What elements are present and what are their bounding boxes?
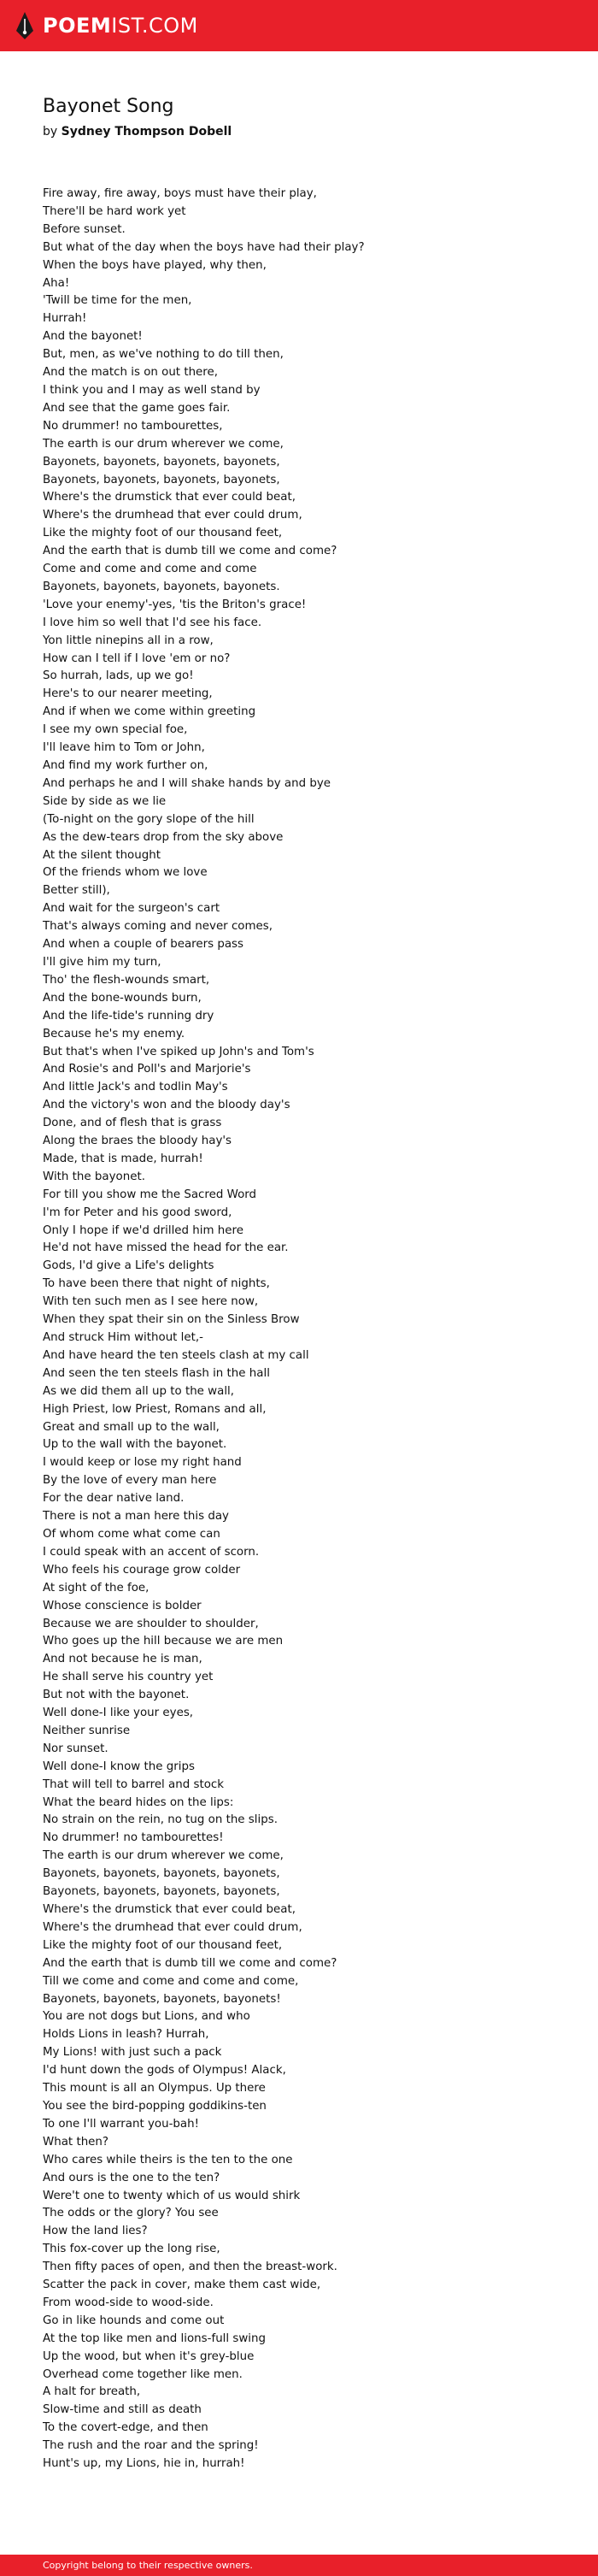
poem-line: From wood-side to wood-side. [43, 2296, 214, 2309]
poem-line: Fire away, fire away, boys must have their play, [43, 187, 317, 200]
poem-line: Made, that is made, hurrah! [43, 1152, 203, 1165]
brand-bold: POEM [43, 14, 112, 38]
poem-line: And perhaps he and I will shake hands by and bye [43, 776, 331, 790]
poem-line: At the silent thought [43, 848, 161, 862]
poem-line: Go in like hounds and come out [43, 2314, 225, 2327]
poem-line: And when a couple of bearers pass [43, 938, 243, 952]
poem-line: So hurrah, lads, up we go! [43, 669, 194, 683]
poem-line: When they spat their sin on the Sinless Brow [43, 1313, 300, 1327]
poem-line: Up to the wall with the bayonet. [43, 1438, 227, 1452]
poem-line: 'Love your enemy'-yes, 'tis the Briton's grace! [43, 598, 307, 611]
poem-line: Of whom come what come can [43, 1527, 220, 1541]
poem-line: Were't one to twenty which of us would shirk [43, 2189, 301, 2202]
poem-line: For the dear native land. [43, 1492, 185, 1506]
poem-line: And the bone-wounds burn, [43, 991, 202, 1005]
poem-line: I'd hunt down the gods of Olympus! Alack, [43, 2064, 286, 2078]
fountain-pen-nib-icon[interactable] [14, 10, 36, 41]
poem-line: At sight of the foe, [43, 1581, 150, 1595]
poem-line: But what of the day when the boys have had their play? [43, 240, 365, 254]
poem-line: And wait for the surgeon's cart [43, 902, 220, 916]
poem-line: At the top like men and lions-full swing [43, 2331, 267, 2345]
poem-line: Hurrah! [43, 312, 87, 326]
poem-line: The rush and the roar and the spring! [43, 2439, 259, 2453]
poem-line: And ours is the one to the ten? [43, 2171, 220, 2184]
poem-line: Along the braes the bloody hay's [43, 1135, 232, 1148]
poem-line: Bayonets, bayonets, bayonets, bayonets, [43, 1867, 280, 1881]
poem-line: The earth is our drum wherever we come, [43, 1849, 284, 1863]
poem-line: Here's to our nearer meeting, [43, 687, 213, 701]
poem-line: To have been there that night of nights, [43, 1277, 270, 1291]
poem-line: And if when we come within greeting [43, 705, 256, 719]
poem-line: I could speak with an accent of scorn. [43, 1545, 260, 1559]
poem-line: And not because he is man, [43, 1653, 202, 1666]
poem-line: Who goes up the hill because we are men [43, 1635, 284, 1648]
poem-line: What the beard hides on the lips: [43, 1795, 234, 1809]
poem-line: Because he's my enemy. [43, 1027, 185, 1040]
poem-line: Yon little ninepins all in a row, [43, 634, 214, 647]
poem-line: Only I hope if we'd drilled him here [43, 1223, 243, 1237]
poem-line: And the earth that is dumb till we come and come? [43, 1956, 337, 1970]
poem-line: You see the bird-popping goddikins-ten [43, 2099, 267, 2113]
poem-line: Where's the drumstick that ever could beat, [43, 491, 296, 504]
poem-line: There'll be hard work yet [43, 204, 186, 218]
poem-line: Better still), [43, 884, 110, 898]
poem-line: Then fifty paces of open, and then the breast-work. [43, 2261, 337, 2274]
poem-line: Well done-I like your eyes, [43, 1707, 194, 1720]
poem-line: But, men, as we've nothing to do till then, [43, 348, 284, 362]
poem-line: Bayonets, bayonets, bayonets, bayonets, [43, 455, 280, 469]
poem-line: No strain on the rein, no tug on the slips. [43, 1813, 278, 1827]
poem-line: And the bayonet! [43, 330, 143, 344]
poem-line: The odds or the glory? You see [43, 2207, 219, 2220]
poem-line: Bayonets, bayonets, bayonets, bayonets! [43, 1992, 281, 2006]
poem-line: Come and come and come and come [43, 563, 257, 576]
poem-line: Hunt's up, my Lions, hie in, hurrah! [43, 2457, 245, 2471]
footer-bar [0, 2555, 598, 2576]
poem-line: I'll leave him to Tom or John, [43, 741, 205, 755]
brand-light: IST.COM [111, 14, 198, 38]
poem-line: That will tell to barrel and stock [43, 1777, 225, 1791]
poem-line: No drummer! no tambourettes, [43, 419, 223, 433]
poem-line: Aha! [43, 276, 70, 290]
poem-line: Whose conscience is bolder [43, 1599, 202, 1612]
poem-line: Bayonets, bayonets, bayonets, bayonets. [43, 580, 280, 593]
site-logo[interactable] [43, 12, 198, 39]
poem-line: The earth is our drum wherever we come, [43, 437, 284, 451]
poem-line: I love him so well that I'd see his face. [43, 616, 262, 629]
poem-line: (To-night on the gory slope of the hill [43, 812, 255, 826]
copyright-notice: Copyright belong to their respective owners. [43, 2560, 253, 2571]
poem-line: To the covert-edge, and then [43, 2421, 208, 2435]
poem-line: Slow-time and still as death [43, 2403, 202, 2417]
poem-line: With ten such men as I see here now, [43, 1295, 259, 1309]
poem-line: Where's the drumhead that ever could drum, [43, 509, 302, 522]
poem-line: Bayonets, bayonets, bayonets, bayonets, [43, 473, 280, 486]
poem-title: Bayonet Song [43, 96, 174, 117]
poem-line: High Priest, low Priest, Romans and all, [43, 1402, 267, 1416]
poem-line: Who feels his courage grow colder [43, 1563, 241, 1577]
poem-line: Done, and of flesh that is grass [43, 1117, 222, 1130]
poem-line: My Lions! with just such a pack [43, 2046, 222, 2060]
poem-line: And Rosie's and Poll's and Marjorie's [43, 1063, 251, 1076]
poem-line: Nor sunset. [43, 1742, 108, 1755]
poem-line: To one I'll warrant you-bah! [43, 2117, 199, 2131]
poem-line: But that's when I've spiked up John's and Tom's [43, 1045, 314, 1058]
poem-line: And the life-tide's running dry [43, 1009, 214, 1023]
poem-line: I'm for Peter and his good sword, [43, 1205, 232, 1219]
poem-line: And seen the ten steels flash in the hall [43, 1366, 270, 1380]
poem-line: This fox-cover up the long rise, [43, 2243, 220, 2256]
poem-line: And the earth that is dumb till we come and come? [43, 545, 337, 558]
poem-line: A halt for breath, [43, 2385, 141, 2399]
poem-line: Till we come and come and come and come, [43, 1974, 299, 1988]
poem-line: Of the friends whom we love [43, 866, 208, 880]
poem-line: Neither sunrise [43, 1724, 131, 1737]
poem-line: And the match is on out there, [43, 366, 218, 380]
poem-line: And struck Him without let,- [43, 1331, 203, 1344]
poem-line: This mount is all an Olympus. Up there [43, 2082, 266, 2096]
poem-line: As the dew-tears drop from the sky above [43, 830, 284, 844]
poem-line: Well done-I know the grips [43, 1760, 195, 1773]
poem-line: There is not a man here this day [43, 1510, 229, 1524]
poem-line: For till you show me the Sacred Word [43, 1188, 257, 1201]
poem-line: Up the wood, but when it's grey-blue [43, 2349, 255, 2363]
poem-line: Because we are shoulder to shoulder, [43, 1617, 259, 1630]
poem-line: I see my own special foe, [43, 723, 188, 737]
poem-line: Overhead come together like men. [43, 2367, 243, 2381]
poem-line: He'd not have missed the head for the ear. [43, 1241, 289, 1255]
author-name[interactable]: Sydney Thompson Dobell [61, 125, 232, 139]
poem-line: And the victory's won and the bloody day's [43, 1099, 290, 1112]
poem-line: Where's the drumstick that ever could beat, [43, 1903, 296, 1916]
poem-line: Before sunset. [43, 222, 126, 236]
poem-line: By the love of every man here [43, 1474, 217, 1488]
byline-prefix: by [43, 125, 62, 139]
poem-line: That's always coming and never comes, [43, 920, 273, 934]
poem-line: You are not dogs but Lions, and who [43, 2010, 250, 2024]
poem-line: With the bayonet. [43, 1170, 145, 1183]
poem-line: No drummer! no tambourettes! [43, 1831, 224, 1845]
poem-line: What then? [43, 2135, 109, 2149]
poem-line: Where's the drumhead that ever could drum, [43, 1920, 302, 1934]
poem-line: Like the mighty foot of our thousand feet, [43, 527, 283, 540]
poem-line: Like the mighty foot of our thousand feet, [43, 1938, 283, 1952]
poem-line: How can I tell if I love 'em or no? [43, 651, 231, 665]
poem-line: Great and small up to the wall, [43, 1420, 220, 1434]
poem-body [43, 186, 555, 2473]
poem-line: And have heard the ten steels clash at my call [43, 1348, 309, 1362]
poem-line: How the land lies? [43, 2225, 148, 2238]
poem-line: And find my work further on, [43, 759, 208, 772]
poem-line: And little Jack's and todlin May's [43, 1081, 228, 1094]
poem-line: Tho' the flesh-wounds smart, [43, 973, 210, 987]
poem-line: Bayonets, bayonets, bayonets, bayonets, [43, 1885, 280, 1899]
poem-line: Gods, I'd give a Life's delights [43, 1259, 214, 1273]
poem-line: I think you and I may as well stand by [43, 383, 261, 397]
poem-line: When the boys have played, why then, [43, 258, 267, 272]
poem-line: He shall serve his country yet [43, 1671, 214, 1684]
poem-line: But not with the bayonet. [43, 1689, 190, 1702]
poem-line: Side by side as we lie [43, 794, 167, 808]
poem-line: 'Twill be time for the men, [43, 294, 192, 308]
poem-line: I'll give him my turn, [43, 955, 161, 969]
poem-line: I would keep or lose my right hand [43, 1456, 242, 1470]
poem-line: Who cares while theirs is the ten to the one [43, 2153, 293, 2166]
poem-line: Scatter the pack in cover, make them cast wide, [43, 2278, 321, 2292]
poem-line: As we did them all up to the wall, [43, 1384, 235, 1398]
byline [43, 125, 232, 139]
poem-line: And see that the game goes fair. [43, 401, 231, 415]
poem-line: Holds Lions in leash? Hurrah, [43, 2028, 209, 2042]
top-bar [0, 0, 598, 51]
